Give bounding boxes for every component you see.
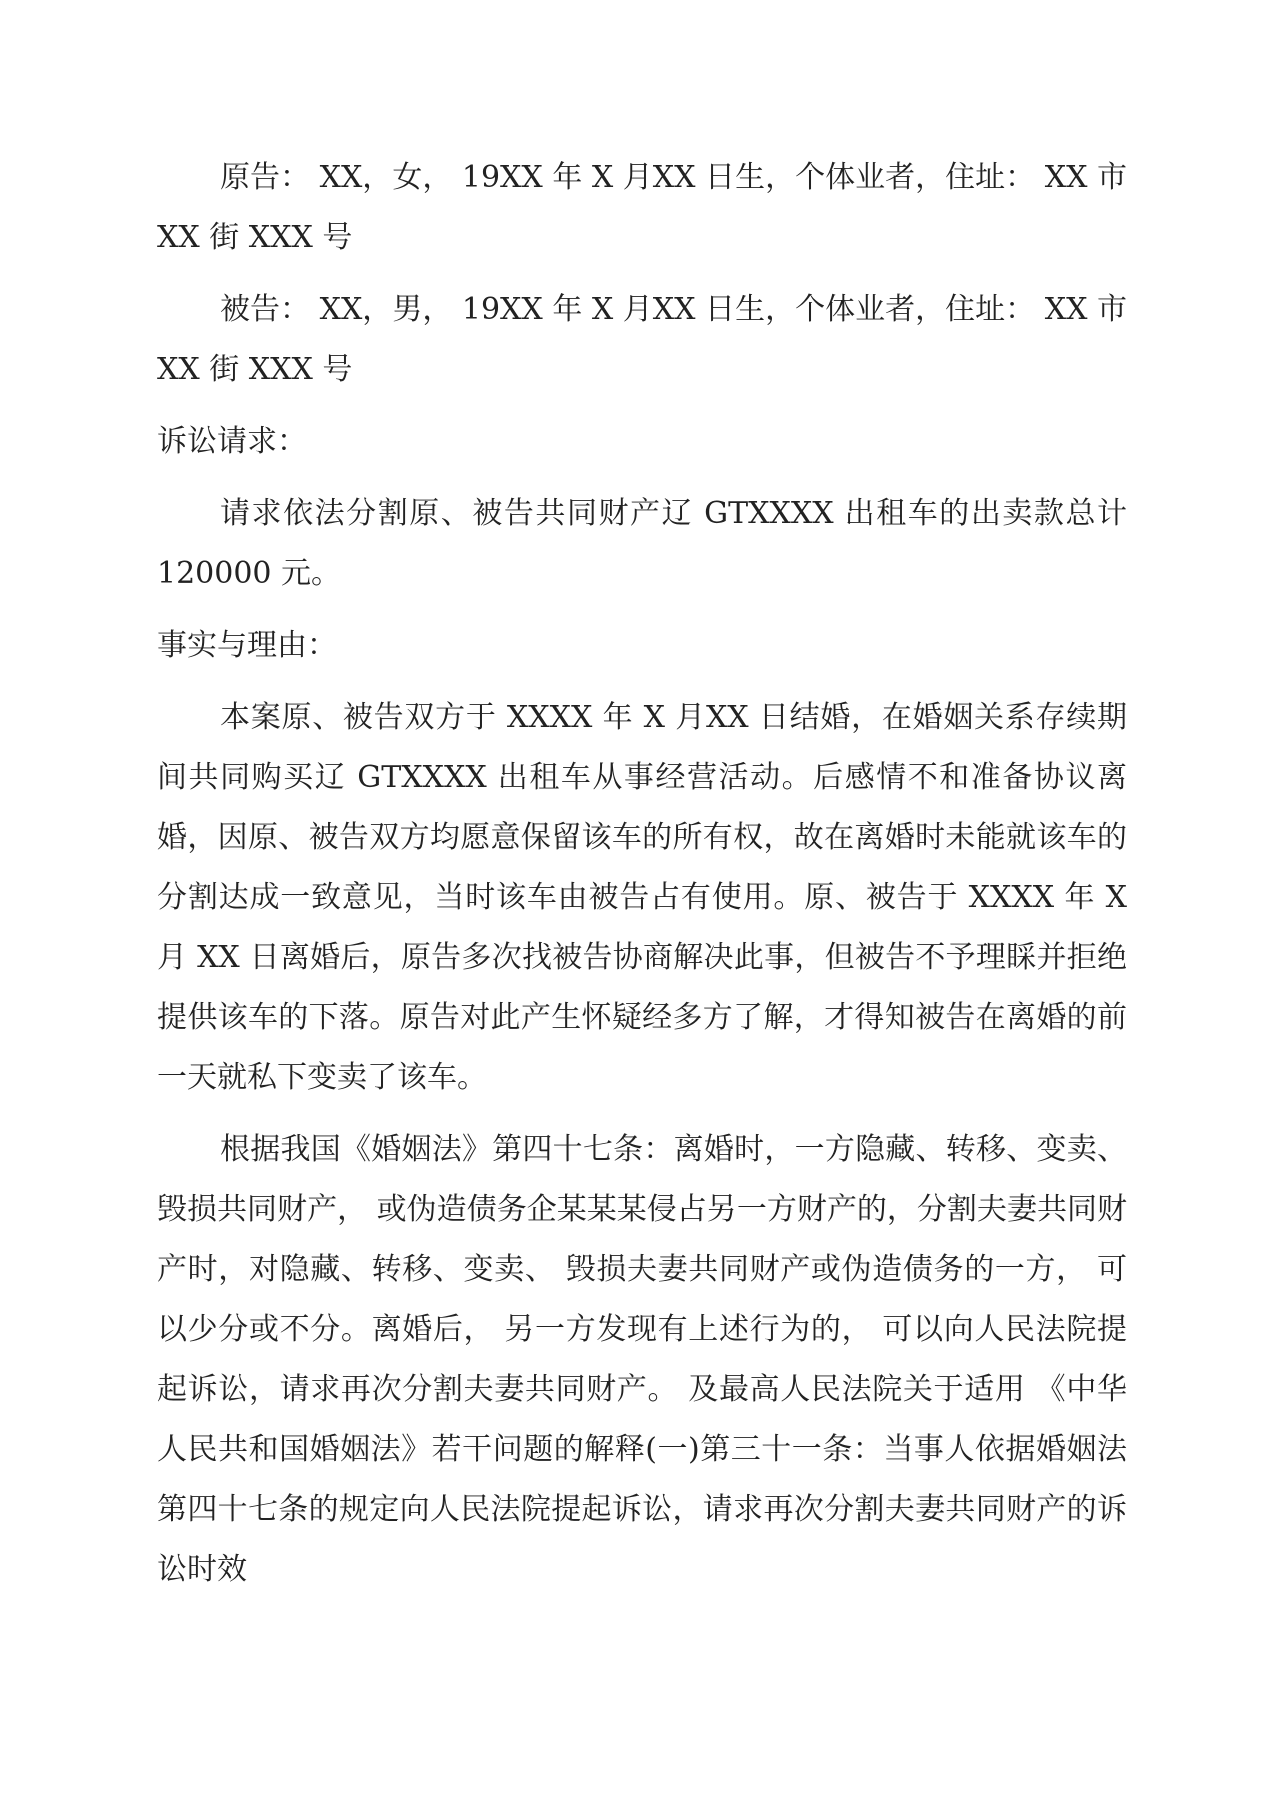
- document-body: [157, 148, 1127, 1600]
- facts-paragraph: 本案原、被告双方于 XXXX 年 X 月XX 日结婚，在婚姻关系存续期间共同购买辽 GTXXXX 出租车从事经营活动。后感情不和准备协议离婚，因原、被告双方均愿意保留该车的所有权，故在离婚时未能就该车的分割达成一致意见，当时该车由被告占有使用。原、被告于 XXXX 年 X 月 XX 日离婚后，原告多次找被告协商解决此事，但被告不予理睬并拒绝提供该车的下落。原告对此产生怀疑经多方了解，才得知被告在离婚的前一天就私下变卖了该车。: [157, 700, 1127, 1095]
- facts-heading: 事实与理由：: [157, 628, 337, 663]
- claims-heading: 诉讼请求：: [157, 424, 307, 459]
- defendant-paragraph: 被告： XX，男， 19XX 年 X 月XX 日生，个体业者，住址： XX 市 XX 街 XXX 号: [157, 292, 1127, 387]
- claims-paragraph: 请求依法分割原、被告共同财产辽 GTXXXX 出租车的出卖款总计 120000 元。: [157, 496, 1127, 591]
- law-paragraph: 根据我国《婚姻法》第四十七条：离婚时，一方隐藏、转移、变卖、毁损共同财产， 或伪造债务企某某某侵占另一方财产的，分割夫妻共同财产时，对隐藏、转移、变卖、 毁损夫妻共同财产或伪造债务的一方， 可以少分或不分。离婚后， 另一方发现有上述行为的， 可以向人民法院提起诉讼，请求再次分割夫妻共同财产。 及最高人民法院关于适用 《中华人民共和国婚姻法》若干问题的解释(一)第三十一条：当事人依据婚姻法第四十七条的规定向人民法院提起诉讼，请求再次分割夫妻共同财产的诉讼时效: [157, 1132, 1127, 1587]
- plaintiff-paragraph: 原告： XX，女， 19XX 年 X 月XX 日生，个体业者，住址： XX 市 XX 街 XXX 号: [157, 160, 1127, 255]
